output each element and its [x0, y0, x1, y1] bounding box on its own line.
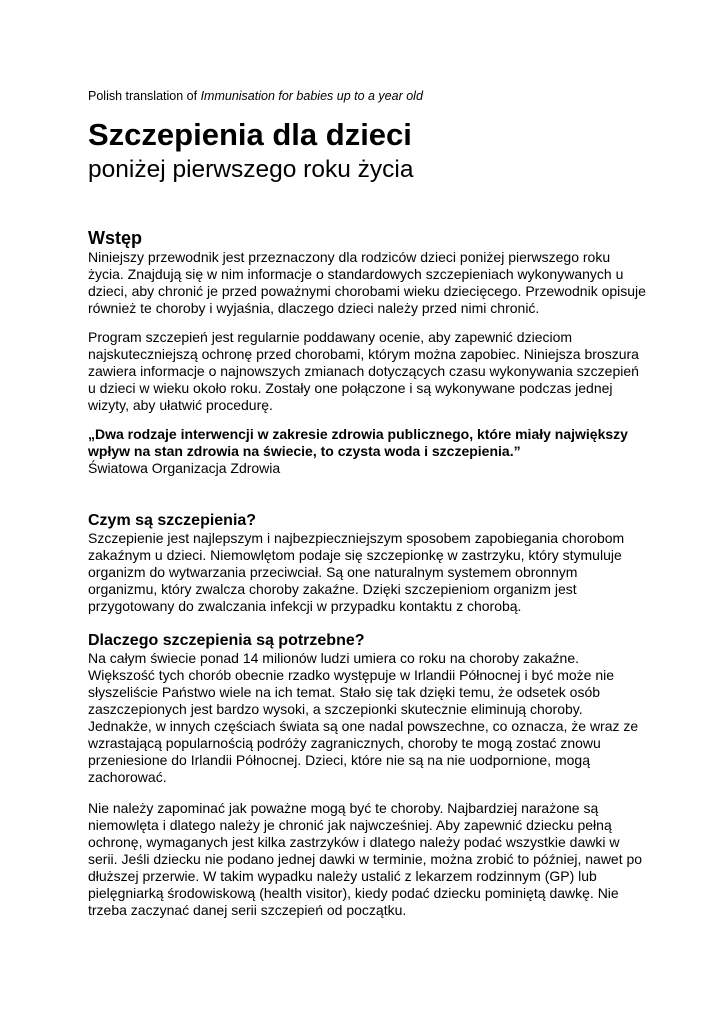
why-paragraph-1: Na całym świecie ponad 14 milionów ludzi umiera co roku na choroby zakaźne. Większość tych chorób obecnie rzadko występuje w Irlandii Północnej i być może nie słyszeliście Państwo wiele na ich temat. Stało się tak dzięki temu, że odsetek osób zaszczepionych jest bardzo wysoki, a szczepionki skutecznie eliminują choroby. Jednakże, w innych częściach świata są one nadal powszechne, co oznacza, że wraz ze wzrastającą popularnością podróży zagranicznych, choroby te mogą zostać znowu przeniesione do Irlandii Północnej. Dzieci, które nie są na nie uodpornione, mogą zachorować. — [88, 650, 639, 785]
why-paragraph-2: Nie należy zapominać jak poważne mogą być te choroby. Najbardziej narażone są niemowlęta i dlatego należy je chronić jak najwcześniej. Aby zapewnić dziecku pełną ochronę, wymaganych jest kilka zastrzyków i dlatego należy podać wszystkie dawki w serii. Jeśli dziecku nie podano jednej dawki w terminie, można zrobić to później, nawet po dłuższej przerwie. W takim wypadku należy ustalić z lekarzem rodzinnym (GP) lub pielęgniarką środowiskową (health visitor), kiedy podać dziecku pominiętą dawkę. Nie trzeba zaczynać danej serii szczepień od początku. — [88, 800, 643, 918]
section-heading-intro: Wstęp — [88, 228, 142, 248]
intro-paragraph-2: Program szczepień jest regularnie poddawany ocenie, aby zapewnić dzieciom najskuteczniejszą ochronę przed chorobami, którym można zapobiec. Niniejsza broszura zawiera informacje o najnowszych zmianach dotyczących czasu wykonywania szczepień u dzieci w wieku około roku. Zostały one połączone i są wykonywane podczas jednej wizyty, aby ułatwić procedurę. — [88, 329, 639, 413]
section-heading-why: Dlaczego szczepienia są potrzebne? — [88, 632, 365, 649]
document-body — [88, 228, 648, 919]
section-heading-what: Czym są szczepienia? — [88, 512, 257, 529]
who-quote: „Dwa rodzaje interwencji w zakresie zdrowia publicznego, które miały największy wpływ na stan zdrowia na świecie, to czysta woda i szczepienia.” — [88, 426, 628, 459]
document-subtitle: poniżej pierwszego roku życia — [88, 156, 414, 183]
translation-note — [88, 88, 423, 104]
translation-prefix: Polish translation of — [88, 89, 201, 103]
intro-paragraph-1: Niniejszy przewodnik jest przeznaczony dla rodziców dzieci poniżej pierwszego roku życia. Znajdują się w nim informacje o standardowych szczepieniach wykonywanych u dzieci, aby chronić je przed poważnymi chorobami wieku dziecięcego. Przewodnik opisuje również te choroby i wyjaśnia, dlaczego dzieci należy przed nimi chronić. — [88, 249, 646, 316]
what-paragraph: Szczepienie jest najlepszym i najbezpieczniejszym sposobem zapobiegania chorobom zakaźnym u dzieci. Niemowlętom podaje się szczepionkę w zastrzyku, który stymuluje organizm do wytwarzania przeciwciał. Są one naturalnym systemem obronnym organizmu, który zwalcza choroby zakaźne. Dzięki szczepieniom organizm jest przygotowany do zwalczania infekcji w przypadku kontaktu z chorobą. — [88, 530, 625, 614]
document-title: Szczepienia dla dzieci — [88, 117, 412, 152]
who-quote-source: Światowa Organizacja Zdrowia — [88, 460, 281, 476]
translation-source-title: Immunisation for babies up to a year old — [200, 89, 423, 103]
